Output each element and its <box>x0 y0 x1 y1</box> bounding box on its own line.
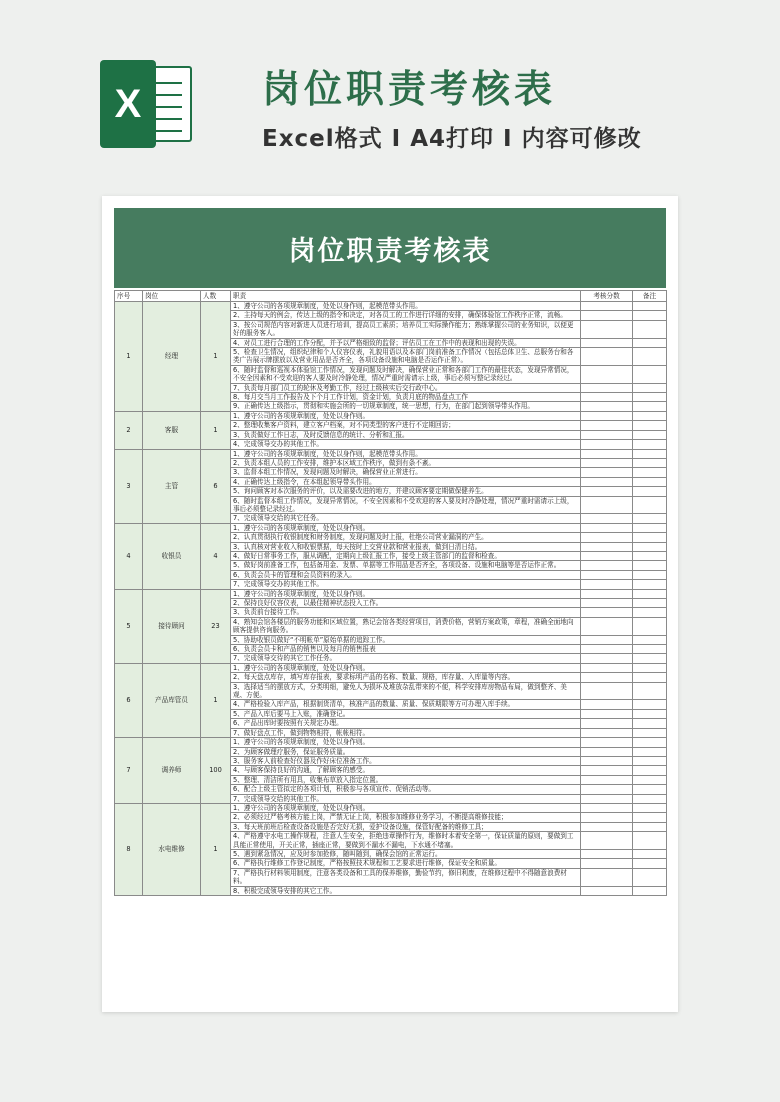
remark-cell[interactable] <box>633 533 667 542</box>
remark-cell[interactable] <box>633 719 667 728</box>
score-cell[interactable] <box>581 832 633 850</box>
score-cell[interactable] <box>581 719 633 728</box>
duty-cell: 4、严格检验入库产品，根据制货清单，核准产品的数量、质量、保质期限等方可办理入库手续。 <box>231 700 581 709</box>
score-cell[interactable] <box>581 402 633 411</box>
remark-cell[interactable] <box>633 794 667 803</box>
duty-cell: 3、每天班前班后检查设备设施是否完好无损，爱护设备设施，保管好配备的维修工具； <box>231 822 581 831</box>
remark-cell[interactable] <box>633 570 667 579</box>
score-cell[interactable] <box>581 849 633 858</box>
remark-cell[interactable] <box>633 393 667 402</box>
role-headcount-cell: 1 <box>201 663 231 737</box>
remark-cell[interactable] <box>633 421 667 430</box>
remark-cell[interactable] <box>633 523 667 532</box>
remark-cell[interactable] <box>633 580 667 589</box>
remark-cell[interactable] <box>633 617 667 635</box>
score-cell[interactable] <box>581 320 633 338</box>
remark-cell[interactable] <box>633 868 667 886</box>
duty-cell: 1、遵守公司的各项规章制度，处处以身作则。 <box>231 738 581 747</box>
duty-cell: 2、负责本组人员的工作安排，维护本区域工作秩序，做到有条不紊。 <box>231 458 581 467</box>
col-header-position: 岗位 <box>143 291 201 302</box>
duty-cell: 4、正确传达上级指令，在本组起领导带头作用。 <box>231 477 581 486</box>
remark-cell[interactable] <box>633 311 667 320</box>
score-cell[interactable] <box>581 645 633 654</box>
duty-cell: 4、对员工进行合理的工作分配，并予以严格细致的监督；评估员工在工作中的表现和出现的失误。 <box>231 338 581 347</box>
duty-cell: 6、产品出库时要按照有关规定办理。 <box>231 719 581 728</box>
table-row <box>115 738 667 747</box>
remark-cell[interactable] <box>633 589 667 598</box>
role-headcount-cell: 6 <box>201 449 231 523</box>
duty-cell: 1、遵守公司的各项规章制度，处处以身作则，起模范带头作用。 <box>231 302 581 311</box>
score-cell[interactable] <box>581 654 633 663</box>
remark-cell[interactable] <box>633 411 667 420</box>
role-position-cell: 客服 <box>143 411 201 449</box>
table-row <box>115 302 667 311</box>
score-cell[interactable] <box>581 449 633 458</box>
duty-cell: 8、积极完成领导安排的其它工作。 <box>231 886 581 895</box>
duty-cell: 1、遵守公司的各项规章制度，处处以身作则。 <box>231 523 581 532</box>
remark-cell[interactable] <box>633 496 667 514</box>
col-header-count: 人数 <box>201 291 231 302</box>
remark-cell[interactable] <box>633 599 667 608</box>
duty-cell: 1、遵守公司的各项规章制度，处处以身作则。 <box>231 411 581 420</box>
duty-cell: 5、询问顾客对本次服务的评价，以及需要改进的地方，并建议顾客要定期做保健养生。 <box>231 487 581 496</box>
remark-cell[interactable] <box>633 440 667 449</box>
remark-cell[interactable] <box>633 747 667 756</box>
banner-subtitle: Excel格式 Ⅰ A4打印 Ⅰ 内容可修改 <box>262 126 642 152</box>
duty-cell: 7、完成领导交给的其它任务。 <box>231 514 581 523</box>
remark-cell[interactable] <box>633 886 667 895</box>
col-header-score: 考核分数 <box>581 291 633 302</box>
duty-cell: 5、检查卫生情况，组织纪律和个人仪容仪表，礼貌用语以及本部门岗前准备工作情况（包括总体卫生、总服务台和各类广告展示牌摆放以及营业用品是否齐全，各项设备设施和电脑是否运作正常）。 <box>231 348 581 366</box>
score-cell[interactable] <box>581 617 633 635</box>
duty-cell: 3、监督本组工作情况，发现问题及时解决，确保营业正常进行。 <box>231 468 581 477</box>
remark-cell[interactable] <box>633 654 667 663</box>
duty-cell: 1、遵守公司的各项规章制度，处处以身作则。 <box>231 663 581 672</box>
excel-logo-icon <box>100 60 198 148</box>
score-cell[interactable] <box>581 747 633 756</box>
remark-cell[interactable] <box>633 700 667 709</box>
score-cell[interactable] <box>581 533 633 542</box>
remark-cell[interactable] <box>633 302 667 311</box>
remark-cell[interactable] <box>633 487 667 496</box>
remark-cell[interactable] <box>633 728 667 737</box>
score-cell[interactable] <box>581 589 633 598</box>
remark-cell[interactable] <box>633 348 667 366</box>
role-position-cell: 主管 <box>143 449 201 523</box>
score-cell[interactable] <box>581 738 633 747</box>
score-cell[interactable] <box>581 487 633 496</box>
duty-cell: 7、负责每月部门员工的轮休及考勤工作，经过上级核实后交行政中心。 <box>231 383 581 392</box>
role-number-cell: 1 <box>115 302 143 412</box>
score-cell[interactable] <box>581 794 633 803</box>
duty-cell: 4、完成领导交办的其他工作。 <box>231 440 581 449</box>
score-cell[interactable] <box>581 663 633 672</box>
table-row <box>115 663 667 672</box>
duty-cell: 4、与顾客保持良好的沟通，了解顾客的感受。 <box>231 766 581 775</box>
promo-banner <box>0 0 780 190</box>
remark-cell[interactable] <box>633 449 667 458</box>
role-position-cell: 调养师 <box>143 738 201 804</box>
score-cell[interactable] <box>581 822 633 831</box>
duty-cell: 6、严格执行维修工作登记制度，严格按照技术规程和工艺要求进行维修，保证安全和质量。 <box>231 859 581 868</box>
document-page <box>102 196 678 1012</box>
score-cell[interactable] <box>581 393 633 402</box>
duty-cell: 3、负责做好工作日志，及时反馈信息的统计、分析和汇报。 <box>231 430 581 439</box>
role-position-cell: 产品库管员 <box>143 663 201 737</box>
remark-cell[interactable] <box>633 645 667 654</box>
remark-cell[interactable] <box>633 813 667 822</box>
role-headcount-cell: 23 <box>201 589 231 663</box>
excel-x-badge: X <box>100 60 156 148</box>
table-header-row <box>115 291 667 302</box>
remark-cell[interactable] <box>633 458 667 467</box>
score-cell[interactable] <box>581 868 633 886</box>
table-row <box>115 411 667 420</box>
duty-cell: 1、遵守公司的各项规章制度，处处以身作则。 <box>231 803 581 812</box>
role-number-cell: 2 <box>115 411 143 449</box>
role-headcount-cell: 1 <box>201 803 231 895</box>
table-row <box>115 589 667 598</box>
duty-cell: 7、严格执行材料领用制度，注意各类设备和工具的保养维修，勤俭节约，修旧利废，在维修过程中不得随意浪费材料。 <box>231 868 581 886</box>
duty-cell: 4、严格遵守水电工操作规程，注意人生安全，拒绝违章操作行为，维修时本着安全第一，保证质量的原则，要做到工具能正常使用，开关正常，插座正常，要做到不漏水不漏电，下水通不堵塞。 <box>231 832 581 850</box>
remark-cell[interactable] <box>633 608 667 617</box>
score-cell[interactable] <box>581 551 633 560</box>
score-cell[interactable] <box>581 411 633 420</box>
duty-cell: 7、做好盘点工作，做到物物相符，帐帐相符。 <box>231 728 581 737</box>
remark-cell[interactable] <box>633 635 667 644</box>
duty-cell: 7、完成领导交给的其他工作。 <box>231 794 581 803</box>
score-cell[interactable] <box>581 682 633 700</box>
role-headcount-cell: 1 <box>201 411 231 449</box>
score-cell[interactable] <box>581 728 633 737</box>
score-cell[interactable] <box>581 523 633 532</box>
role-number-cell: 3 <box>115 449 143 523</box>
duty-cell: 7、完成领导交办的其他工作。 <box>231 580 581 589</box>
duty-cell: 8、每月交当月工作报告及下个月工作计划，资金计划，负责月底的物品盘点工作 <box>231 393 581 402</box>
score-cell[interactable] <box>581 496 633 514</box>
remark-cell[interactable] <box>633 402 667 411</box>
remark-cell[interactable] <box>633 430 667 439</box>
role-position-cell: 水电维修 <box>143 803 201 895</box>
remark-cell[interactable] <box>633 709 667 718</box>
duty-cell: 3、认真核对营业收入和收银票据，每天按时上交营业款和营业报表，做到日清日结。 <box>231 542 581 551</box>
duty-cell: 3、按公司规范内容对新进人员进行培训，提高员工素质；培养员工实际操作能力；熟练掌握公司的业务知识，以便更好的服务客人。 <box>231 320 581 338</box>
duty-cell: 4、做好日常事务工作，服从调配，定期向上级汇报工作，接受上级主管部门的监督和检查。 <box>231 551 581 560</box>
duty-cell: 6、随时监督和巡视本体验馆工作情况，发现问题及时解决，确保营业正常和各部门工作的最佳状态，发现异常情况，不安全因素和不受欢迎的客人要及时冷静处理，情况严重时需请示上级，事后必须写整记录经过。 <box>231 365 581 383</box>
score-cell[interactable] <box>581 599 633 608</box>
remark-cell[interactable] <box>633 514 667 523</box>
role-number-cell: 6 <box>115 663 143 737</box>
remark-cell[interactable] <box>633 766 667 775</box>
remark-cell[interactable] <box>633 785 667 794</box>
duty-cell: 4、熟知会馆各楼层的服务功能和区域位置，熟记会馆各类经营项目，消费价格，营销方案政策，章程，准确全面地向顾客提供咨询服务。 <box>231 617 581 635</box>
duty-cell: 1、遵守公司的各项规章制度，处处以身作则。 <box>231 589 581 598</box>
remark-cell[interactable] <box>633 383 667 392</box>
remark-cell[interactable] <box>633 551 667 560</box>
remark-cell[interactable] <box>633 803 667 812</box>
score-cell[interactable] <box>581 785 633 794</box>
score-cell[interactable] <box>581 635 633 644</box>
col-header-duties: 职责 <box>231 291 581 302</box>
score-cell[interactable] <box>581 477 633 486</box>
score-cell[interactable] <box>581 886 633 895</box>
duty-assessment-table <box>114 290 667 896</box>
score-cell[interactable] <box>581 338 633 347</box>
score-cell[interactable] <box>581 756 633 765</box>
score-cell[interactable] <box>581 440 633 449</box>
score-cell[interactable] <box>581 421 633 430</box>
role-number-cell: 8 <box>115 803 143 895</box>
remark-cell[interactable] <box>633 756 667 765</box>
remark-cell[interactable] <box>633 320 667 338</box>
score-cell[interactable] <box>581 608 633 617</box>
score-cell[interactable] <box>581 766 633 775</box>
score-cell[interactable] <box>581 348 633 366</box>
remark-cell[interactable] <box>633 477 667 486</box>
score-cell[interactable] <box>581 365 633 383</box>
duty-cell: 2、必须经过严格考核方能上岗，严禁无证上岗，积极参加维修业务学习，不断提高维修技能； <box>231 813 581 822</box>
role-position-cell: 接待顾问 <box>143 589 201 663</box>
table-row <box>115 449 667 458</box>
role-position-cell: 收银员 <box>143 523 201 589</box>
score-cell[interactable] <box>581 468 633 477</box>
duty-cell: 6、随时监督本组工作情况，发现异常情况，不安全因素和不受欢迎的客人要及时冷静处理，情况严重时需请示上级，事后必须整记录经过。 <box>231 496 581 514</box>
duty-cell: 2、为顾客做理疗服务，保证服务质量。 <box>231 747 581 756</box>
duty-cell: 3、选择适当的摆放方式，分类明细，避免人为损坏及堆放杂乱带来的不便，科学安排库房物品布局，做到整齐、美观、方便。 <box>231 682 581 700</box>
score-cell[interactable] <box>581 673 633 682</box>
remark-cell[interactable] <box>633 859 667 868</box>
duty-cell: 3、服务客人前检查好仪器及作好床位准备工作。 <box>231 756 581 765</box>
remark-cell[interactable] <box>633 738 667 747</box>
score-cell[interactable] <box>581 775 633 784</box>
duty-cell: 2、认真贯彻执行收银制度和财务制度，发现问题及时上报，杜绝公司营业漏洞的产生。 <box>231 533 581 542</box>
score-cell[interactable] <box>581 709 633 718</box>
duty-cell: 6、负责会员卡的管理和会员资料的录入。 <box>231 570 581 579</box>
remark-cell[interactable] <box>633 832 667 850</box>
remark-cell[interactable] <box>633 338 667 347</box>
duty-cell: 6、负责会员卡和产品的销售以及每月的销售报表 <box>231 645 581 654</box>
duty-cell: 2、主持每天的例会，传达上级的指令和决定，对各员工的工作进行详细的安排，确保体验馆工作秩序正常，流畅。 <box>231 311 581 320</box>
remark-cell[interactable] <box>633 468 667 477</box>
col-header-remark: 备注 <box>633 291 667 302</box>
score-cell[interactable] <box>581 570 633 579</box>
duty-cell: 5、产品入库后要马上入账，准确登记。 <box>231 709 581 718</box>
score-cell[interactable] <box>581 383 633 392</box>
col-header-no: 序号 <box>115 291 143 302</box>
remark-cell[interactable] <box>633 822 667 831</box>
remark-cell[interactable] <box>633 365 667 383</box>
duty-cell: 6、配合上级主管拟定的各项计划，积极参与各项宣传、促销活动等。 <box>231 785 581 794</box>
score-cell[interactable] <box>581 580 633 589</box>
score-cell[interactable] <box>581 542 633 551</box>
document-title: 岗位职责考核表 <box>114 208 666 288</box>
remark-cell[interactable] <box>633 849 667 858</box>
role-headcount-cell: 100 <box>201 738 231 804</box>
score-cell[interactable] <box>581 700 633 709</box>
duty-cell: 7、完成领导交待的其它工作任务。 <box>231 654 581 663</box>
score-cell[interactable] <box>581 430 633 439</box>
duty-cell: 2、保持良好仪容仪表，以最佳精神状态投入工作。 <box>231 599 581 608</box>
duty-cell: 1、遵守公司的各项规章制度，处处以身作则，起模范带头作用。 <box>231 449 581 458</box>
remark-cell[interactable] <box>633 663 667 672</box>
score-cell[interactable] <box>581 813 633 822</box>
table-row <box>115 523 667 532</box>
score-cell[interactable] <box>581 803 633 812</box>
remark-cell[interactable] <box>633 673 667 682</box>
duty-cell: 9、正确传达上级指示，贯彻和实施会所的一切规章制度，统一思想，行为，在部门起到领导带头作用。 <box>231 402 581 411</box>
score-cell[interactable] <box>581 302 633 311</box>
role-number-cell: 4 <box>115 523 143 589</box>
role-headcount-cell: 4 <box>201 523 231 589</box>
duty-cell: 5、协助收银员做好“不明帐单”原始单据的追踪工作。 <box>231 635 581 644</box>
score-cell[interactable] <box>581 514 633 523</box>
remark-cell[interactable] <box>633 775 667 784</box>
role-number-cell: 5 <box>115 589 143 663</box>
duty-cell: 5、做好岗前准备工作，包括备用金、发票、单据等工作用品是否齐全，各项设备、设施和电脑等是否运作正常。 <box>231 561 581 570</box>
duty-cell: 2、每天盘点库存，填写库存报表，要求标明产品的名称、数量、规格，库存量、入库量等内容。 <box>231 673 581 682</box>
role-headcount-cell: 1 <box>201 302 231 412</box>
remark-cell[interactable] <box>633 542 667 551</box>
score-cell[interactable] <box>581 859 633 868</box>
banner-title: 岗位职责考核表 <box>262 67 557 111</box>
duty-cell: 5、遇到紧急情况，应及时参加抢修，随叫随到，确保会馆的正常运行。 <box>231 849 581 858</box>
remark-cell[interactable] <box>633 561 667 570</box>
duty-cell: 2、整理收集客户资料，建立客户档案，对不同类型的客户进行不定期回访； <box>231 421 581 430</box>
score-cell[interactable] <box>581 311 633 320</box>
duty-cell: 5、整理、清洁所有用具，收集布草放入指定位置。 <box>231 775 581 784</box>
remark-cell[interactable] <box>633 682 667 700</box>
role-position-cell: 经理 <box>143 302 201 412</box>
score-cell[interactable] <box>581 458 633 467</box>
role-number-cell: 7 <box>115 738 143 804</box>
score-cell[interactable] <box>581 561 633 570</box>
duty-cell: 3、负责前台接待工作。 <box>231 608 581 617</box>
table-row <box>115 803 667 812</box>
